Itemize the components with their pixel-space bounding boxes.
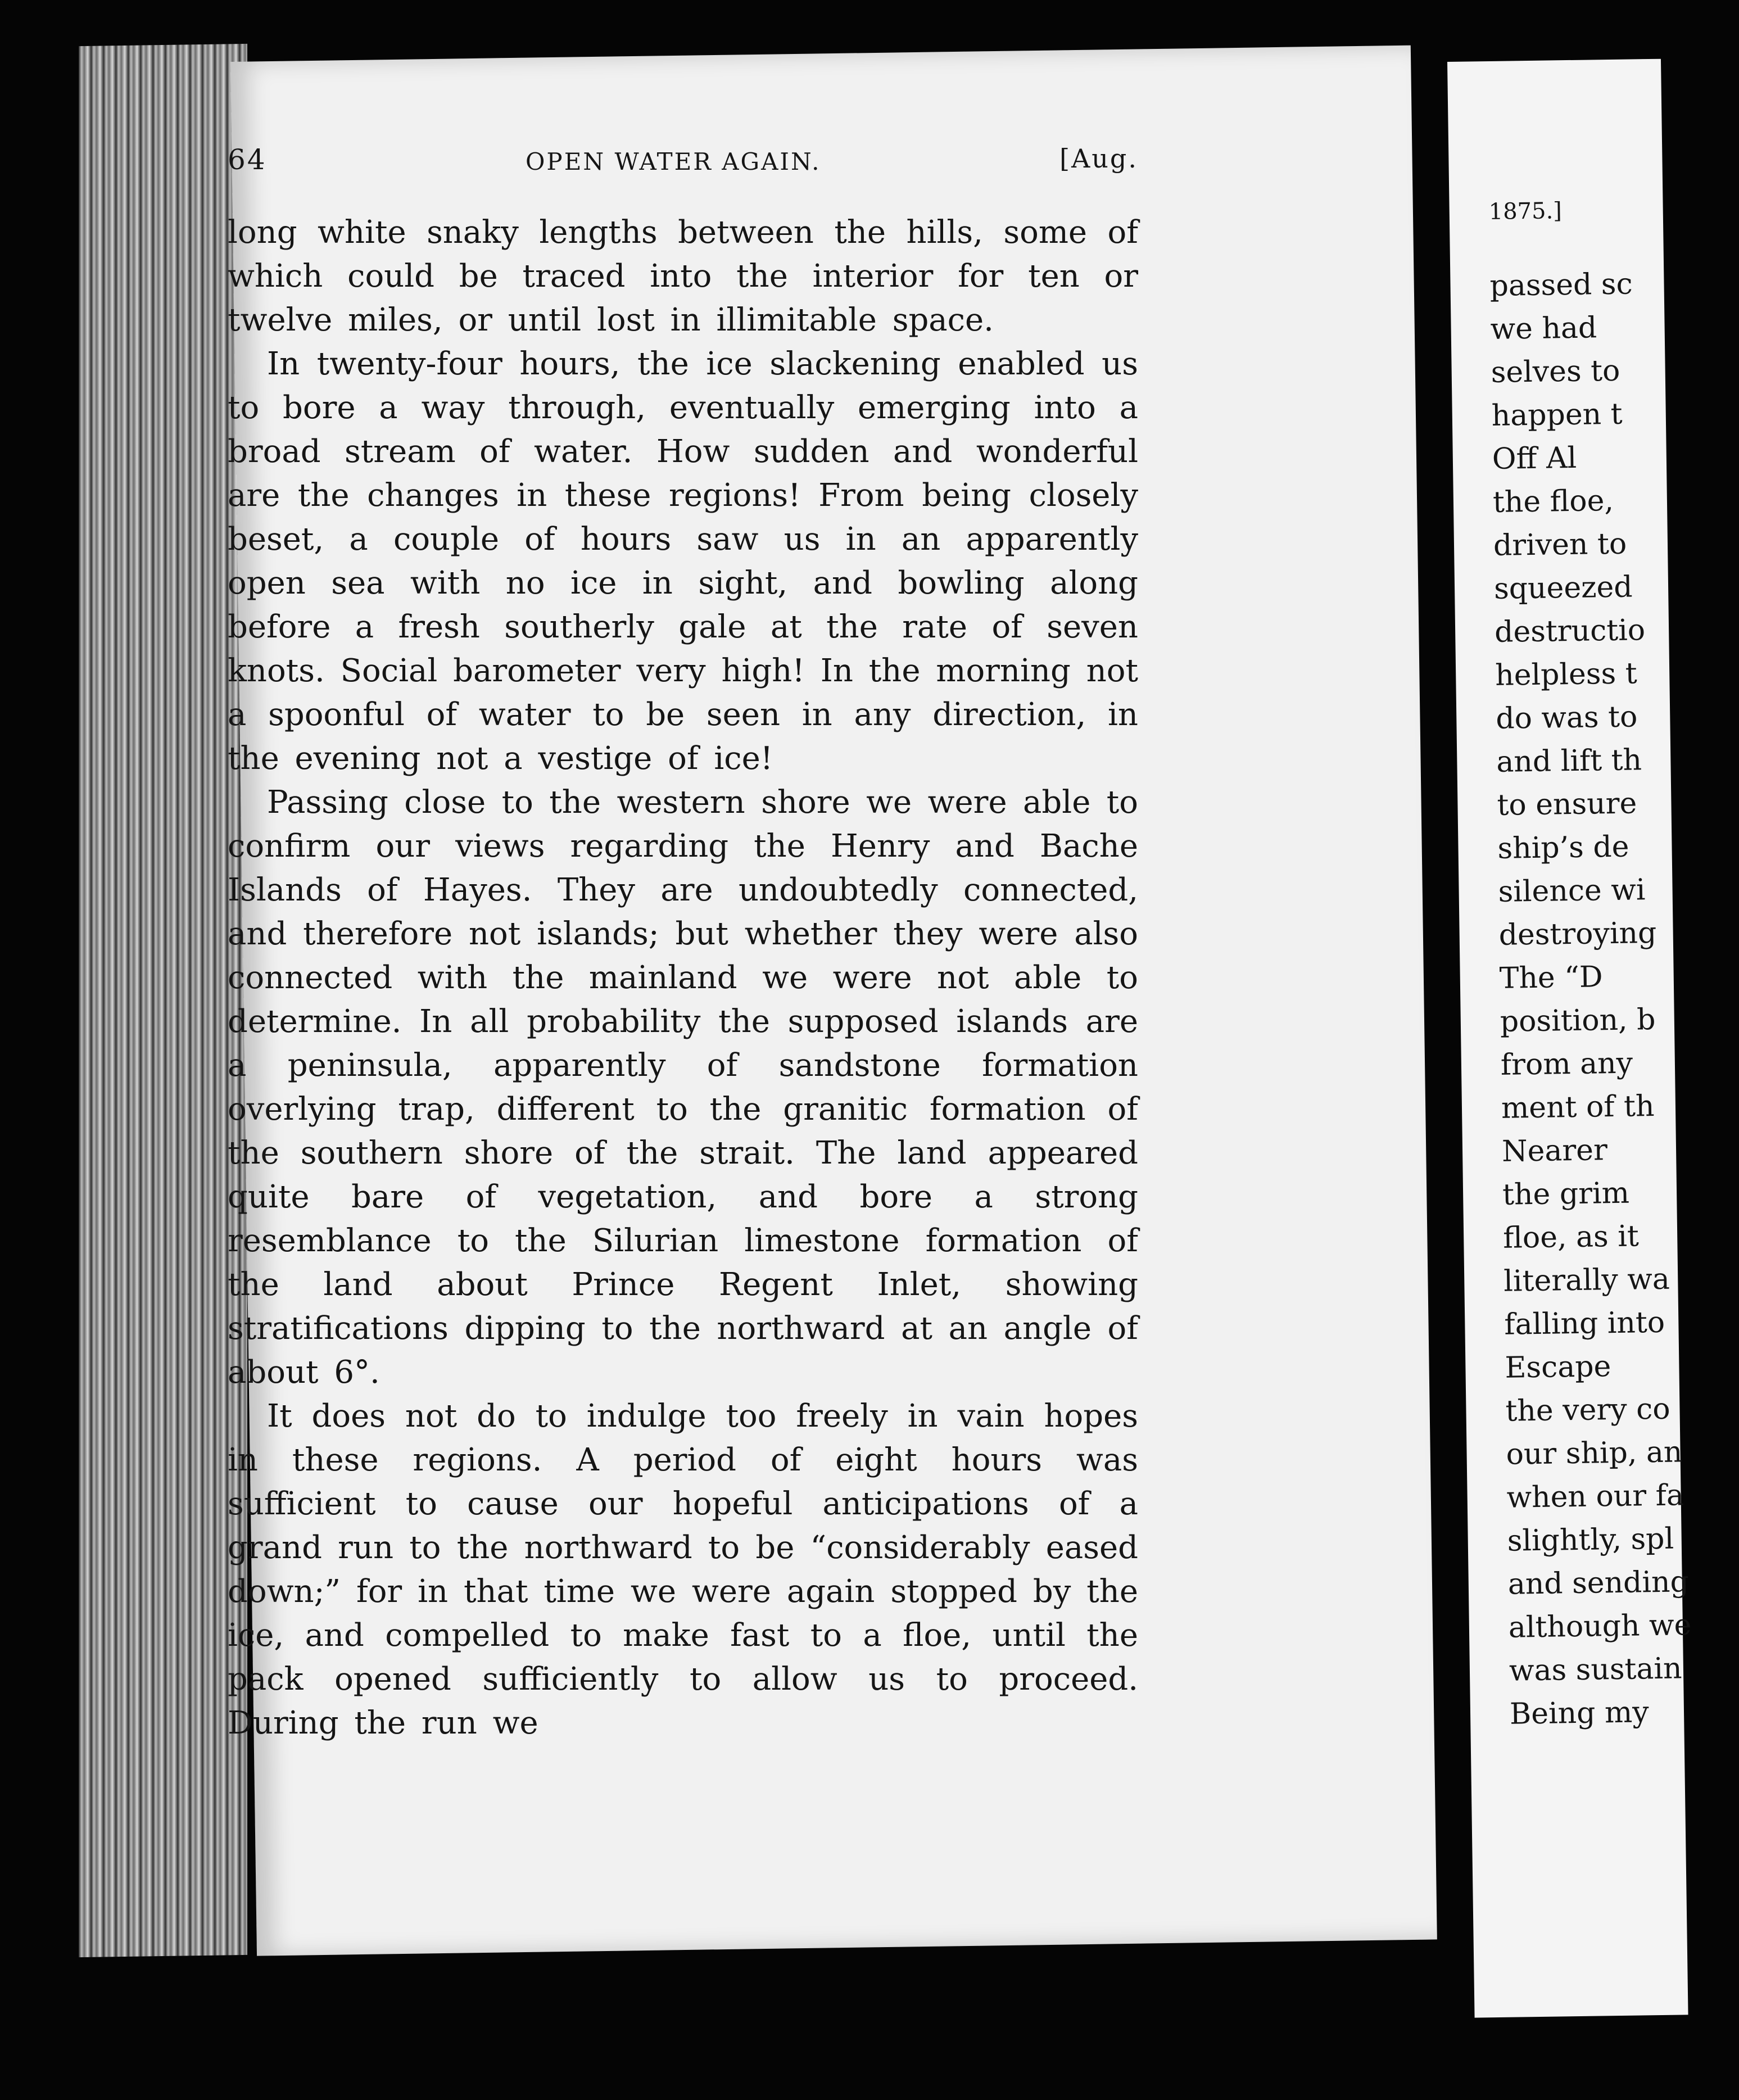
left-page <box>228 143 1138 1745</box>
right-page-line: happen t <box>1491 397 1623 433</box>
paragraph-3: Passing close to the western shore we were able to confirm our views regarding the Henry and Bache Islands of Hayes. They are undoubtedly connected, and therefore not islands; but whether they were also connected with the mainland we were not able to determine. In all probability the supposed islands are a peninsula, apparently of sandstone formation overlying trap, different to the granitic formation of the southern shore of the strait. The land appeared quite bare of vegetation, and bore a strong resemblance to the Silurian limestone formation of the land about Prince Regent Inlet, showing stratifications dipping to the northward at an angle of about 6°. <box>228 784 1138 1391</box>
right-page-line: Nearer <box>1501 1133 1608 1169</box>
right-page-line: when our fa <box>1506 1478 1684 1515</box>
page-number: 64 <box>228 143 267 176</box>
right-page-line: and lift th <box>1496 743 1642 779</box>
right-page-line: Escape <box>1505 1350 1611 1385</box>
right-page-line: destructio <box>1494 613 1646 649</box>
paragraph-1: long white snaky lengths between the hills, some of which could be traced into the interior for ten or twelve miles, or until lost in illimitable space. <box>228 214 1138 338</box>
paragraph-2: In twenty-four hours, the ice slackening enabled us to bore a way through, eventually emerging into a broad stream of water. How sudden and wonderful are the changes in these regions! From being closely beset, a couple of hours saw us in an apparently open sea with no ice in sight, and bowling along before a fresh southerly gale at the rate of seven knots. Social barometer very high! In the morning not a spoonful of water to be seen in any direction, in the evening not a vestige of ice! <box>228 346 1138 777</box>
right-page-text <box>1488 187 1735 1736</box>
book-page-edges <box>79 44 247 1957</box>
right-page-line: passed sc <box>1489 267 1633 303</box>
header-date: [Aug. <box>1059 143 1138 174</box>
right-page-line: the very co <box>1505 1392 1670 1428</box>
right-page-line: squeezed <box>1493 570 1633 606</box>
right-page-line: and sending <box>1507 1565 1690 1601</box>
page-body <box>228 211 1138 1745</box>
right-page-header: 1875.] <box>1488 198 1563 225</box>
right-page-lines <box>1489 261 1735 1736</box>
right-page-line: destroying <box>1498 916 1657 952</box>
right-page-line: we had <box>1490 311 1597 346</box>
right-page-line: was sustain <box>1509 1651 1682 1688</box>
right-page-line: silence wi <box>1498 873 1646 909</box>
right-page-line: slightly, spl <box>1507 1522 1674 1558</box>
right-page-line: from any <box>1500 1046 1633 1082</box>
right-page-line: ment of th <box>1501 1089 1655 1125</box>
page-header <box>228 143 1138 211</box>
right-page-line: do was to <box>1495 700 1638 736</box>
right-page-line: literally wa <box>1503 1262 1670 1298</box>
right-page-line: selves to <box>1491 354 1620 390</box>
right-page-line: although we <box>1508 1608 1692 1645</box>
right-page-line: the grim <box>1502 1176 1630 1212</box>
right-page-line: position, b <box>1500 1002 1656 1039</box>
right-page-line: Being my <box>1509 1695 1650 1731</box>
paragraph-4: It does not do to indulge too freely in vain hopes in these regions. A period of eight hours was sufficient to cause our hopeful anticipations of a grand run to the northward to be “considerably eased down;” for in that time we were again stopped by the ice, and compelled to make fast to a floe, until the pack opened sufficiently to allow us to proceed. During the run we <box>228 1398 1138 1741</box>
right-page-line: floe, as it <box>1502 1219 1640 1255</box>
right-page-line: The “D <box>1499 960 1603 995</box>
right-page-line: ship’s de <box>1497 830 1629 866</box>
right-page-line: Off Al <box>1492 441 1577 476</box>
right-page-paper <box>1447 59 1692 2018</box>
right-page-line: helpless t <box>1495 657 1638 693</box>
running-title: OPEN WATER AGAIN. <box>526 148 821 175</box>
right-page-line: falling into <box>1503 1305 1665 1342</box>
right-page-line: the floe, <box>1492 483 1614 519</box>
right-page-line: our ship, an <box>1506 1435 1683 1472</box>
right-page-line: driven to <box>1493 527 1627 563</box>
right-page-line: to ensure <box>1497 786 1637 822</box>
